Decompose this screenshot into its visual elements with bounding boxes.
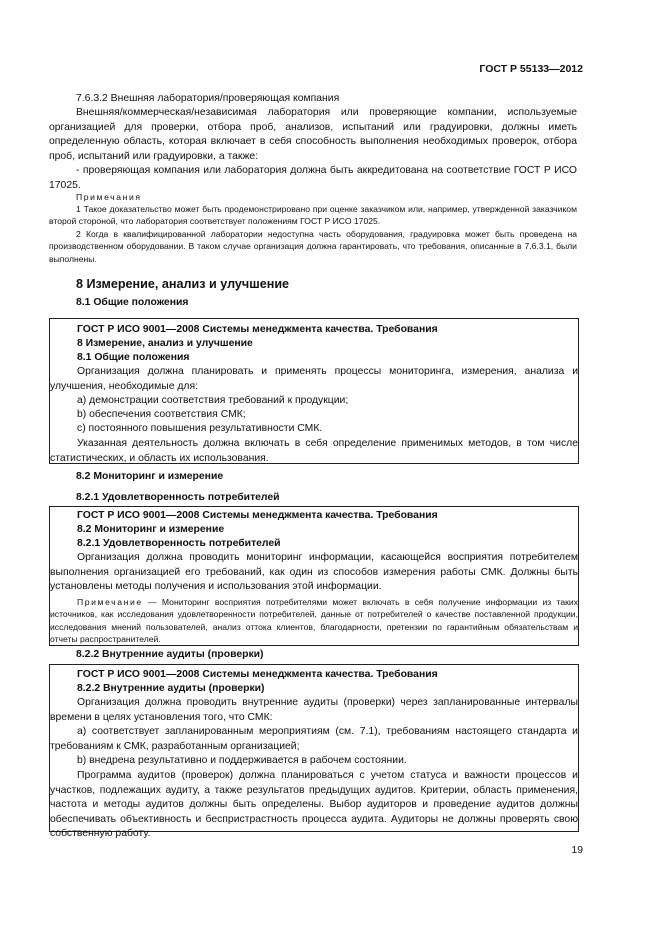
page-number: 19	[571, 845, 583, 856]
box2-note-text: — Мониторинг восприятия потребителями может включать в себя получение информации из таких источников, как исследования удовлетворенности потребителей, данные от потребителей о качестве поставленной продукции, исследования мнений пользователей, анализ оттока клиентов, благодарности, претензии по гарантийным обязательствам и отчеты распространителей.	[50, 597, 578, 645]
box1-item-c: c) постоянного повышения результативности СМК.	[77, 423, 323, 434]
box2-note	[50, 596, 578, 646]
box3-heading-822: 8.2.2 Внутренние аудиты (проверки)	[77, 683, 265, 694]
box1-para: Организация должна планировать и применять процессы мониторинга, измерения, анализа и улучшения, необходимые для:	[50, 366, 578, 392]
box1-heading-8: 8 Измерение, анализ и улучшение	[77, 338, 253, 349]
section-82-title: 8.2 Мониторинг и измерение	[76, 471, 224, 482]
note-2: 2 Когда в квалифицированной лаборатории недоступна часть оборудования, градуировка может быть проведена на производственном оборудовании. В таком случае организация должна гарантировать, что требования, описанные в 7.6.3.1, были выполнены.	[49, 229, 577, 264]
box3-item-b: b) внедрена результативно и поддерживается в рабочем состоянии.	[77, 755, 407, 766]
box1-item-a: a) демонстрации соответствия требований к продукции;	[77, 395, 349, 406]
section-7632-bullet: - проверяющая компания или лаборатория должна быть аккредитована на соответствие ГОСТ Р ИСО 17025.	[49, 165, 577, 191]
document-code: ГОСТ Р 55133—2012	[479, 63, 583, 75]
quote-box-81	[49, 318, 579, 464]
section-81-title: 8.1 Общие положения	[76, 297, 189, 308]
section-7632-para: Внешняя/коммерческая/независимая лаборатория или проверяющие компании, используемые организацией для проверки, отбора проб, анализов, испытаний или градуировки, должны иметь определенную область, которая включает в себя способность выполнения необходимых проверок, отбора проб, испытаний или градуировки, а также:	[49, 107, 577, 162]
box1-heading-81: 8.1 Общие положения	[77, 352, 190, 363]
box2-note-label: Примечание	[77, 597, 143, 607]
box3-standard: ГОСТ Р ИСО 9001—2008 Системы менеджмента качества. Требования	[77, 669, 438, 680]
section-821-title: 8.2.1 Удовлетворенность потребителей	[76, 492, 280, 503]
box2-heading-82: 8.2 Мониторинг и измерение	[77, 524, 225, 535]
box3-tail: Программа аудитов (проверок) должна планироваться с учетом статуса и важности процессов и участков, подлежащих аудиту, а также результатов предыдущих аудитов. Критерии, область применения, частота и методы аудитов должны быть определены. Выбор аудиторов и проведение аудитов должны обеспечивать объективность и беспристрастность процесса аудита. Аудиторы не должны проверять свою собственную работу.	[50, 770, 578, 840]
box1-standard: ГОСТ Р ИСО 9001—2008 Системы менеджмента качества. Требования	[77, 324, 438, 335]
quote-box-821	[49, 506, 579, 646]
quote-box-822	[49, 664, 579, 840]
note-1: 1 Такое доказательство может быть продемонстрировано при оценке заказчиком или, например, утвержденной заказчиком второй стороной, что лаборатория соответствует положениям ГОСТ Р ИСО 17025.	[49, 204, 577, 227]
box1-tail: Указанная деятельность должна включать в себя определение применимых методов, в том числе статистических, и область их использования.	[50, 438, 578, 464]
section-8-title: 8 Измерение, анализ и улучшение	[76, 277, 290, 291]
box3-para: Организация должна проводить внутренние аудиты (проверки) через запланированные интервалы времени в целях установления того, что СМК:	[50, 697, 578, 723]
section-822-title: 8.2.2 Внутренние аудиты (проверки)	[76, 649, 264, 660]
box2-standard: ГОСТ Р ИСО 9001—2008 Системы менеджмента качества. Требования	[77, 510, 438, 521]
notes-label: Примечания	[76, 192, 142, 202]
box1-item-b: b) обеспечения соответствия СМК;	[77, 409, 246, 420]
box2-para: Организация должна проводить мониторинг информации, касающейся восприятия потребителем выполнения организацией его требований, как один из способов измерения работы СМК. Должны быть установлены методы получения и использования этой информации.	[50, 552, 578, 593]
section-7632-title: 7.6.3.2 Внешняя лаборатория/проверяющая компания	[76, 93, 340, 104]
box3-item-a: a) соответствует запланированным мероприятиям (см. 7.1), требованиям настоящего стандарта и требованиям к СМК, разработанным организацией;	[50, 726, 578, 752]
box2-heading-821: 8.2.1 Удовлетворенность потребителей	[77, 538, 281, 549]
